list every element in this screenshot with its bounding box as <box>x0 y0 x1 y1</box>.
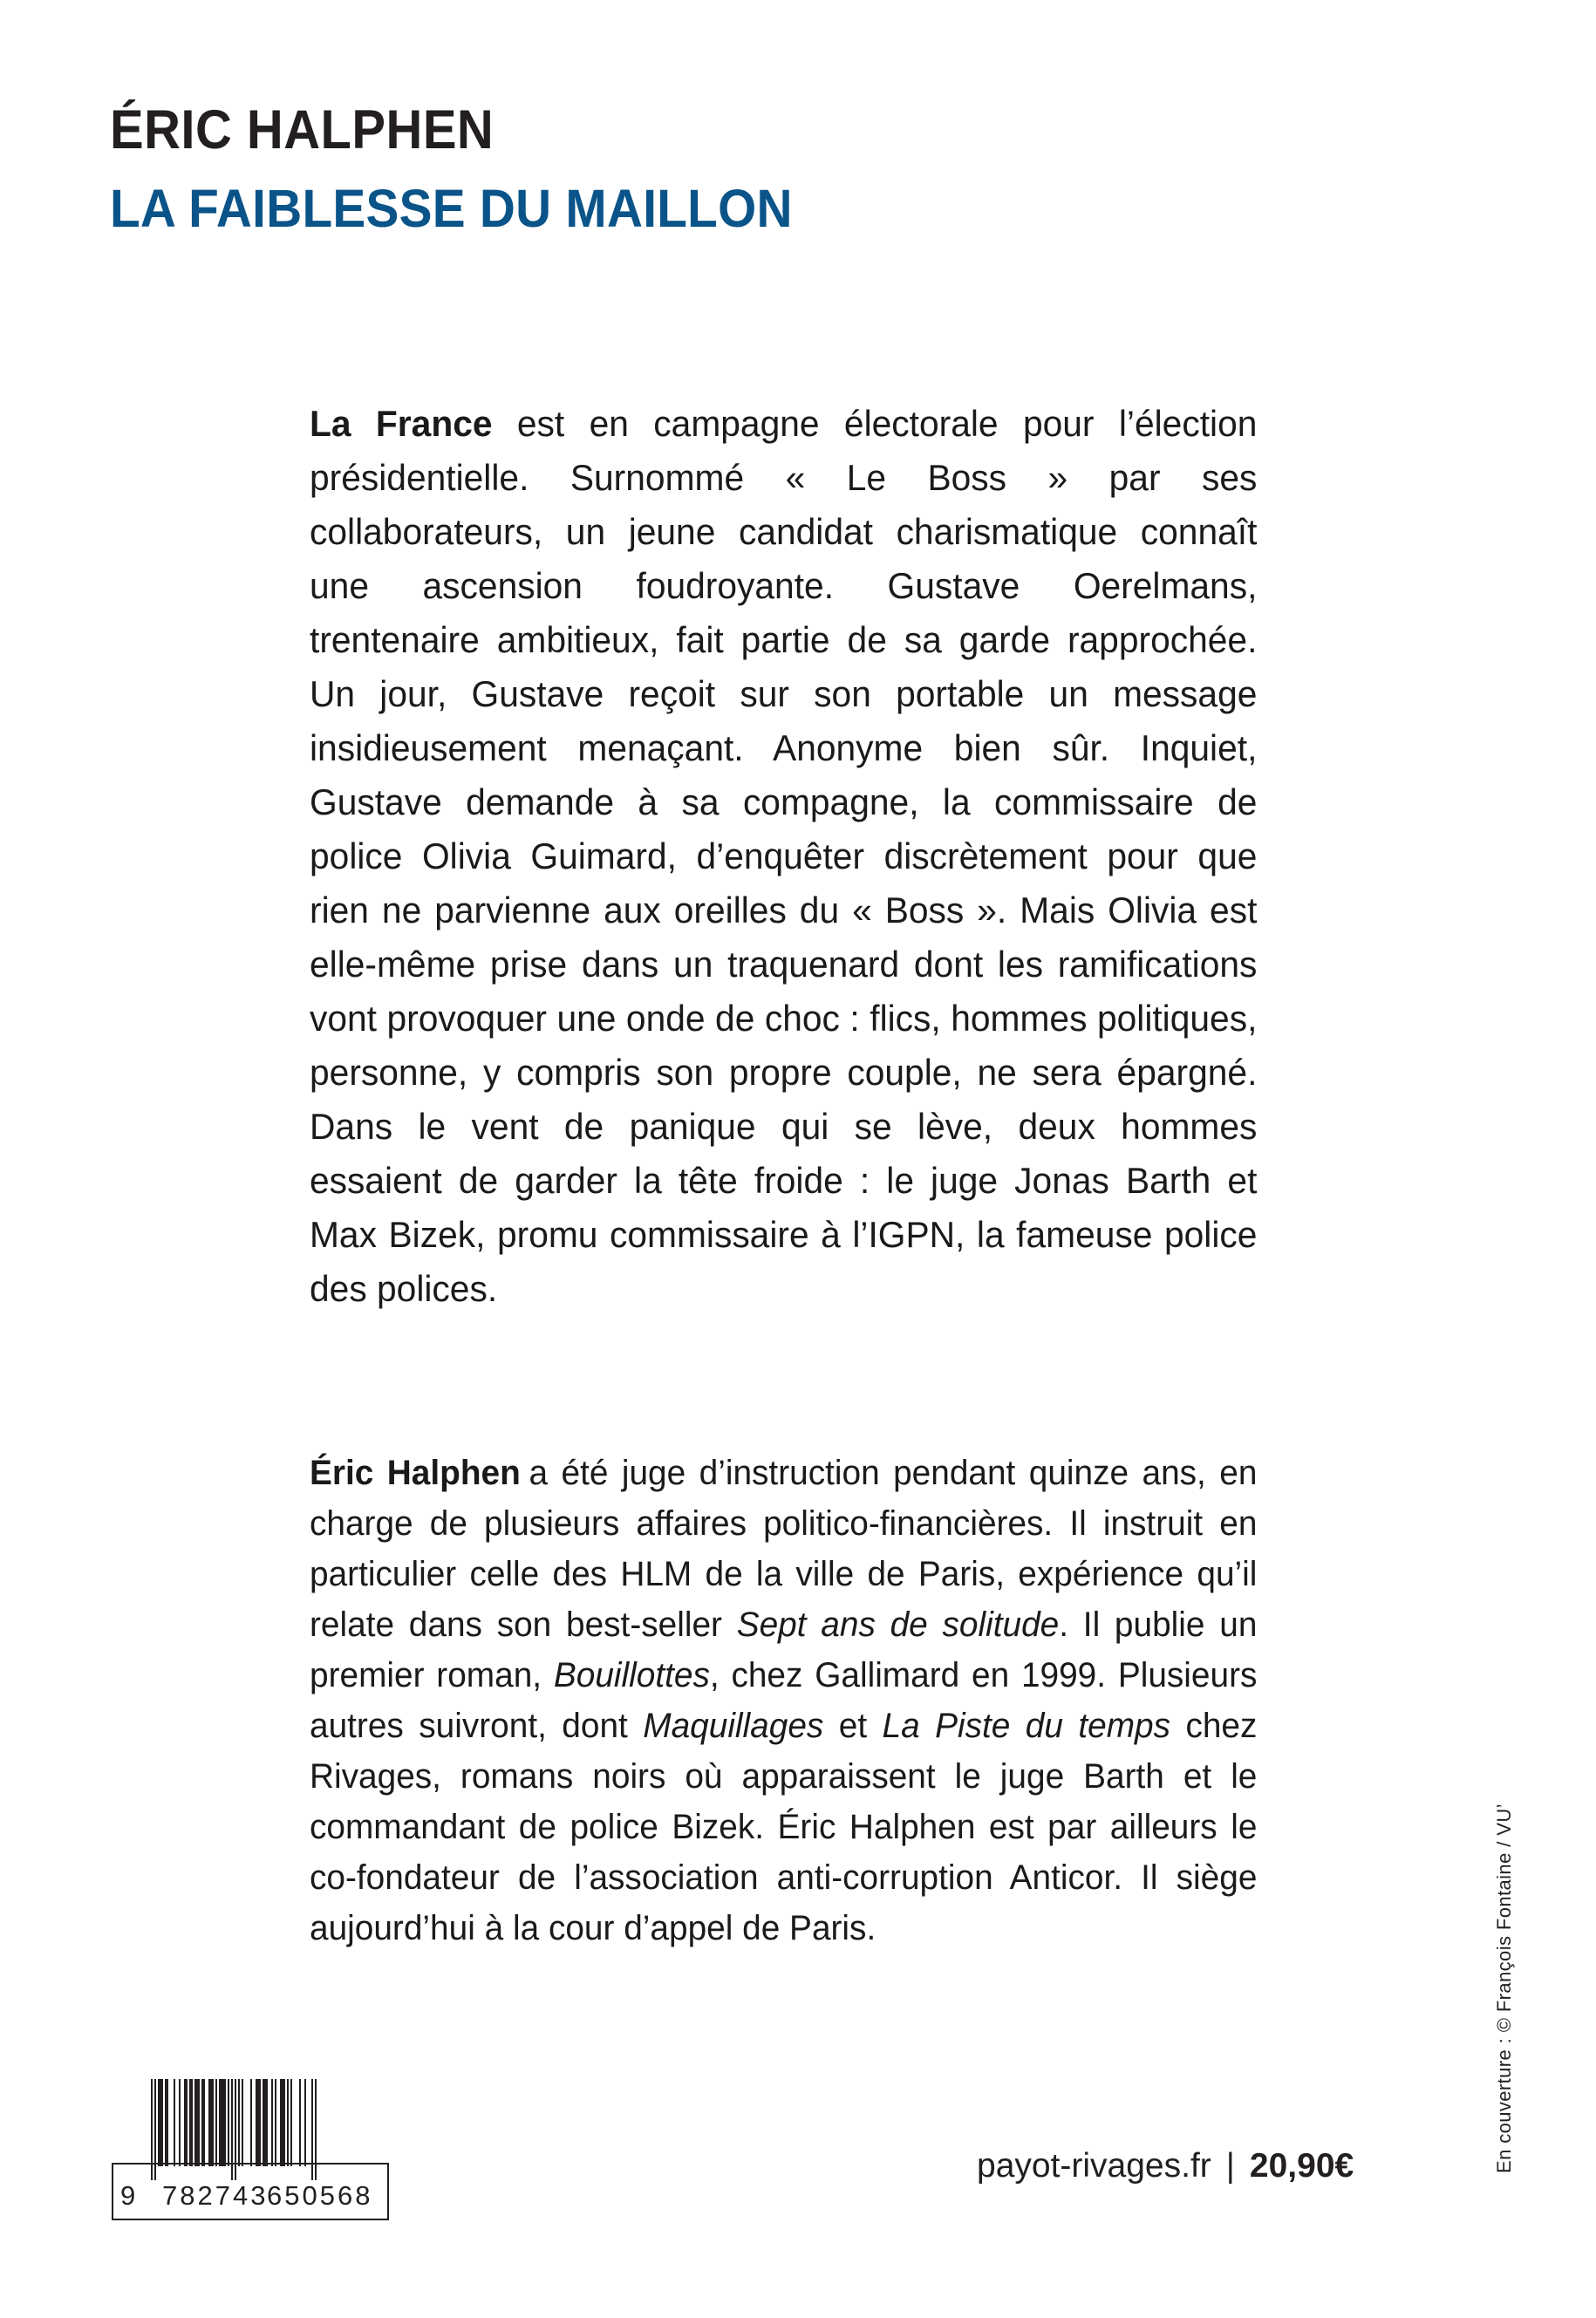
blurb-section <box>310 397 1286 1316</box>
bio-book-title-2: Bouillottes <box>553 1656 710 1694</box>
cover-credit-text: En couverture : © François Fontaine / VU’ <box>1493 1803 1515 2173</box>
separator-pipe: | <box>1225 2147 1235 2185</box>
barcode-left-group: 782743 <box>162 2180 269 2211</box>
bio-book-title-3: Maquillages <box>643 1707 824 1745</box>
blurb-body: est en campagne électorale pour l’élection présidentielle. Surnommé « Le Boss » par ses collaborateurs, un jeune candidat charismatique connaît une ascension foudroyante. Gustave Oerelmans, trentenaire ambitieux, fait partie de sa garde rapprochée. Un jour, Gustave reçoit sur son portable un message insidieusement menaçant. Anonyme bien sûr. Inquiet, Gustave demande à sa compagne, la commissaire de police Olivia Guimard, d’enquêter discrètement pour que rien ne parvienne aux oreilles du « Boss ». Mais Olivia est elle-même prise dans un traquenard dont les ramifications vont provoquer une onde de choc : flics, hommes politiques, personne, y compris son propre couple, ne sera épargné. Dans le vent de panique qui se lève, deux hommes essaient de garder la tête froide : le juge Jonas Barth et Max Bizek, promu commissaire à l’IGPN, la fameuse police des polices. <box>310 403 1258 1309</box>
bio-segment-4: et <box>823 1707 883 1745</box>
barcode-right-group: 650568 <box>267 2180 373 2211</box>
bio-segment-2: . Il publie un premier roman, <box>310 1606 1258 1694</box>
barcode-lead-digit: 9 <box>120 2180 139 2211</box>
book-title: LA FAIBLESSE DU MAILLON <box>110 179 793 238</box>
barcode-bars <box>151 2079 317 2180</box>
biography-paragraph <box>310 1448 1257 1953</box>
bio-segment-1: a été juge d’instruction pendant quinze ans, en charge de plusieurs affaires politico-financières. Il instruit en particulier celle des HLM de la ville de Paris, expérience qu’il relate dans son best-seller <box>310 1454 1258 1644</box>
blurb-paragraph <box>310 397 1257 1316</box>
publisher-website[interactable]: payot-rivages.fr <box>977 2147 1211 2185</box>
barcode-digits <box>112 2178 389 2213</box>
isbn-barcode <box>112 2074 391 2220</box>
bio-book-title-4: La Piste du temps <box>882 1707 1171 1745</box>
blurb-lead-in: La France <box>310 403 493 444</box>
bio-book-title-1: Sept ans de solitude <box>736 1606 1060 1644</box>
bio-segment-3: , chez Gallimard en 1999. Plusieurs autres suivront, dont <box>310 1656 1258 1745</box>
price-label: 20,90€ <box>1249 2147 1354 2185</box>
biography-section <box>310 1448 1286 1953</box>
bio-lead-name: Éric Halphen <box>310 1454 521 1492</box>
bio-segment-5: chez Rivages, romans noirs où apparaissent le juge Barth et le commandant de police Bizek. Éric Halphen est par ailleurs le co-fondateur de l’association anti-corruption Anticor. Il siège aujourd’hui à la cour d’appel de Paris. <box>310 1707 1258 1947</box>
publisher-price-line <box>977 2147 1354 2185</box>
author-name: ÉRIC HALPHEN <box>110 99 494 160</box>
cover-header <box>110 99 1374 238</box>
